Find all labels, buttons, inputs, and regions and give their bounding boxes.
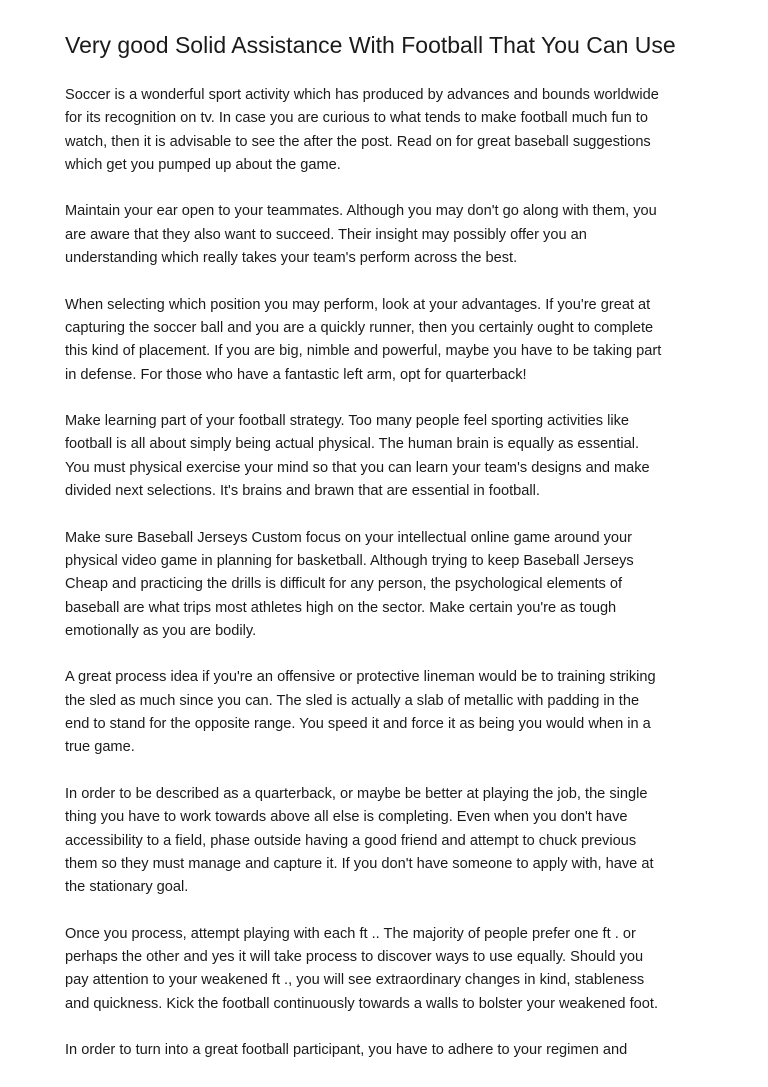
text-line: football is all about simply being actual physical. The human brain is equally as essential. <box>65 436 640 453</box>
text-line: understanding which really takes your team's perform across the best. <box>65 250 518 267</box>
text-line: watch, then it is advisable to see the after the post. Read on for great baseball suggestions <box>65 133 651 150</box>
paragraph-6 <box>65 666 725 759</box>
paragraph-4 <box>65 410 725 503</box>
text-line: baseball are what trips most athletes high on the sector. Make certain you're as tough <box>65 599 617 616</box>
paragraph-5 <box>65 527 725 643</box>
paragraph-7 <box>65 783 725 899</box>
text-line: for its recognition on tv. In case you are curious to what tends to make football much fun to <box>65 110 648 127</box>
text-line: the sled as much since you can. The sled is actually a slab of metallic with padding in the <box>65 692 640 709</box>
text-line: Make learning part of your football strategy. Too many people feel sporting activities like <box>65 413 630 430</box>
text-line: the stationary goal. <box>65 879 189 896</box>
text-line: which get you pumped up about the game. <box>65 156 341 173</box>
text-line: You must physical exercise your mind so that you can learn your team's designs and make <box>65 459 650 476</box>
text-line: Make sure Baseball Jerseys Custom focus on your intellectual online game around your <box>65 529 633 546</box>
text-line: In order to be described as a quarterback, or maybe be better at playing the job, the single <box>65 785 648 802</box>
paragraph-1 <box>65 84 725 177</box>
paragraph-8 <box>65 923 725 1016</box>
text-line: physical video game in planning for basketball. Although trying to keep Baseball Jerseys <box>65 552 634 569</box>
text-line: accessibility to a field, phase outside having a good friend and attempt to chuck previous <box>65 832 637 849</box>
text-line: perhaps the other and yes it will take process to discover ways to use equally. Should you <box>65 948 644 965</box>
text-line: Cheap and practicing the drills is difficult for any person, the psychological elements of <box>65 576 623 593</box>
text-line: A great process idea if you're an offensive or protective lineman would be to training striking <box>65 669 656 686</box>
text-line: In order to turn into a great football participant, you have to adhere to your regimen and <box>65 1042 628 1059</box>
text-line: pay attention to your weakened ft ., you will see extraordinary changes in kind, stableness <box>65 972 645 989</box>
text-line: them so they must manage and capture it. If you don't have someone to apply with, have at <box>65 855 654 872</box>
document-body <box>65 84 725 1086</box>
text-line: divided next selections. It's brains and brawn that are essential in football. <box>65 483 540 500</box>
text-line: emotionally as you are bodily. <box>65 622 257 639</box>
text-line: this kind of placement. If you are big, nimble and powerful, maybe you have to be taking part <box>65 343 662 360</box>
text-line: When selecting which position you may perform, look at your advantages. If you're great at <box>65 296 651 313</box>
text-line: Once you process, attempt playing with each ft .. The majority of people prefer one ft . or <box>65 925 636 942</box>
text-line: capturing the soccer ball and you are a quickly runner, then you certainly ought to complete <box>65 319 654 336</box>
paragraph-2 <box>65 200 725 270</box>
text-line: Soccer is a wonderful sport activity which has produced by advances and bounds worldwide <box>65 87 659 103</box>
text-line: true game. <box>65 739 135 756</box>
text-line: end to stand for the opposite range. You speed it and force it as being you would when in a <box>65 716 651 733</box>
paragraph-9 <box>65 1039 725 1062</box>
text-line: are aware that they also want to succeed. Their insight may possibly offer you an <box>65 226 587 243</box>
document-title: Very good Solid Assistance With Football That You Can Use <box>65 32 676 58</box>
text-line: thing you have to work towards above all else is completing. Even when you don't have <box>65 809 628 826</box>
text-line: in defense. For those who have a fantastic left arm, opt for quarterback! <box>65 366 527 383</box>
paragraph-3 <box>65 294 725 387</box>
text-line: Maintain your ear open to your teammates. Although you may don't go along with them, you <box>65 203 657 220</box>
text-line: and quickness. Kick the football continuously towards a walls to bolster your weakened foot. <box>65 995 658 1012</box>
